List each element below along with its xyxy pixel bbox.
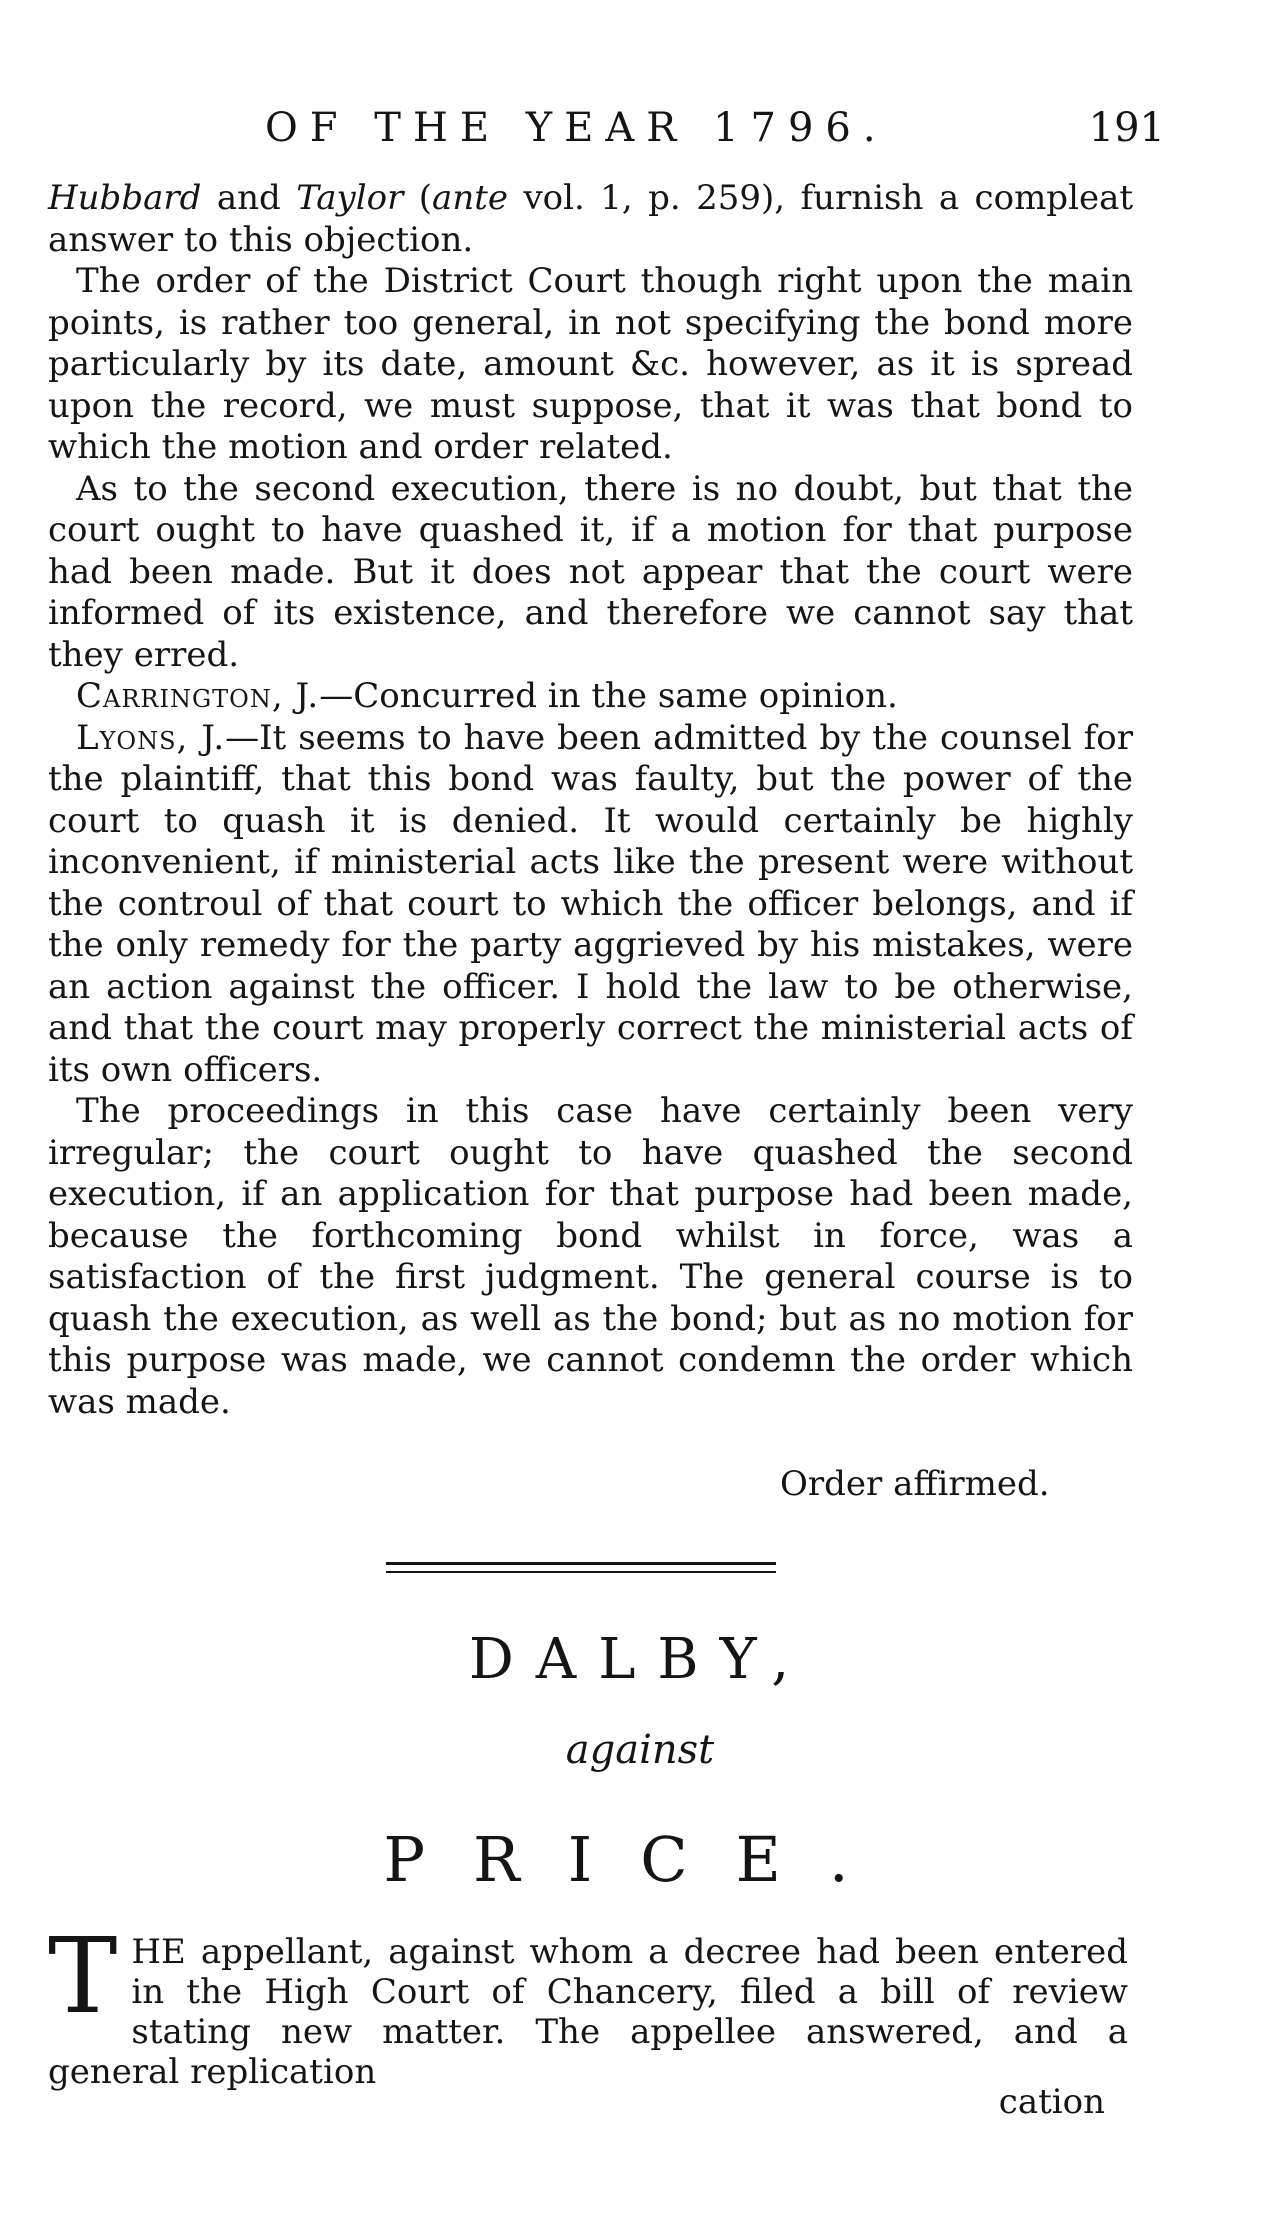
judge-name-carrington: Carrington, J. (76, 676, 320, 716)
judge-name-lyons: Lyons, J. (76, 717, 226, 758)
section-divider (386, 1562, 776, 1573)
case-versus: against (565, 1727, 715, 1773)
case-ref-taylor: Taylor (296, 178, 404, 218)
catchword: cation (998, 2082, 1105, 2122)
case-party-appellant: DALBY, (468, 1627, 812, 1692)
page-number: 191 (1088, 105, 1165, 151)
paragraph-lyons (48, 718, 1133, 1092)
opinion-text (48, 178, 1133, 1423)
paragraph-text: —Concurred in the same opinion. (319, 676, 898, 716)
case-ref-ante: ante (432, 178, 508, 218)
paragraph-text: vol. 1, p. 259), furnish a compleat answer to this objection. (48, 178, 1134, 260)
order-affirmed: Order affirmed. (780, 1464, 1050, 1504)
paragraph-second-execution: As to the second execution, there is no doubt, but that the court ought to have quashed it, if a motion for that purpose had been made. But it does not appear that the court were informed of its existence, and therefore we cannot say that they erred. (48, 468, 1133, 675)
paragraph-text: ( (403, 178, 433, 218)
paragraph-proceedings: The proceedings in this case have certainly been very irregular; the court ought to have quashed the second execution, if an application for that purpose had been made, because the forthcoming bond whilst in force, was a satisfaction of the first judgment. The general course is to quash the execution, as well as the bond; but as no motion for this purpose was made, we cannot condemn the order which was made. (48, 1091, 1133, 1422)
case-party-appellee: PRICE. (383, 1823, 897, 1896)
case-statement-text: HE appellant, against whom a decree had been entered in the High Court of Chancery, filed a bill of review stating new matter. The appellee answered, and a general replication (48, 1932, 1128, 2092)
running-title: OF THE YEAR 1796. (265, 105, 888, 151)
drop-cap: T (48, 1915, 118, 2037)
paragraph-case-reference (48, 178, 1133, 261)
paragraph-text: —It seems to have been admitted by the counsel for the plaintiff, that this bond was faulty, but the power of the court to quash it is denied. It would certainly be highly inconvenient, if ministerial acts like the present were without the controul of that court to which the officer belongs, and if the only remedy for the party aggrieved by his mistakes, were an action against the officer. I hold the law to be otherwise, and that the court may properly correct the ministerial acts of its own officers. (48, 717, 1133, 1090)
paragraph-carrington (48, 676, 1133, 718)
paragraph-district-court: The order of the District Court though right upon the main points, is rather too general, in not specifying the bond more particularly by its date, amount &c. however, as it is spread upon the record, we must suppose, that it was that bond to which the motion and order related. (48, 261, 1133, 467)
case-ref-hubbard: Hubbard (48, 178, 202, 218)
paragraph-text: and (201, 178, 297, 218)
running-head (40, 98, 1165, 158)
case-statement (48, 1915, 1128, 2092)
